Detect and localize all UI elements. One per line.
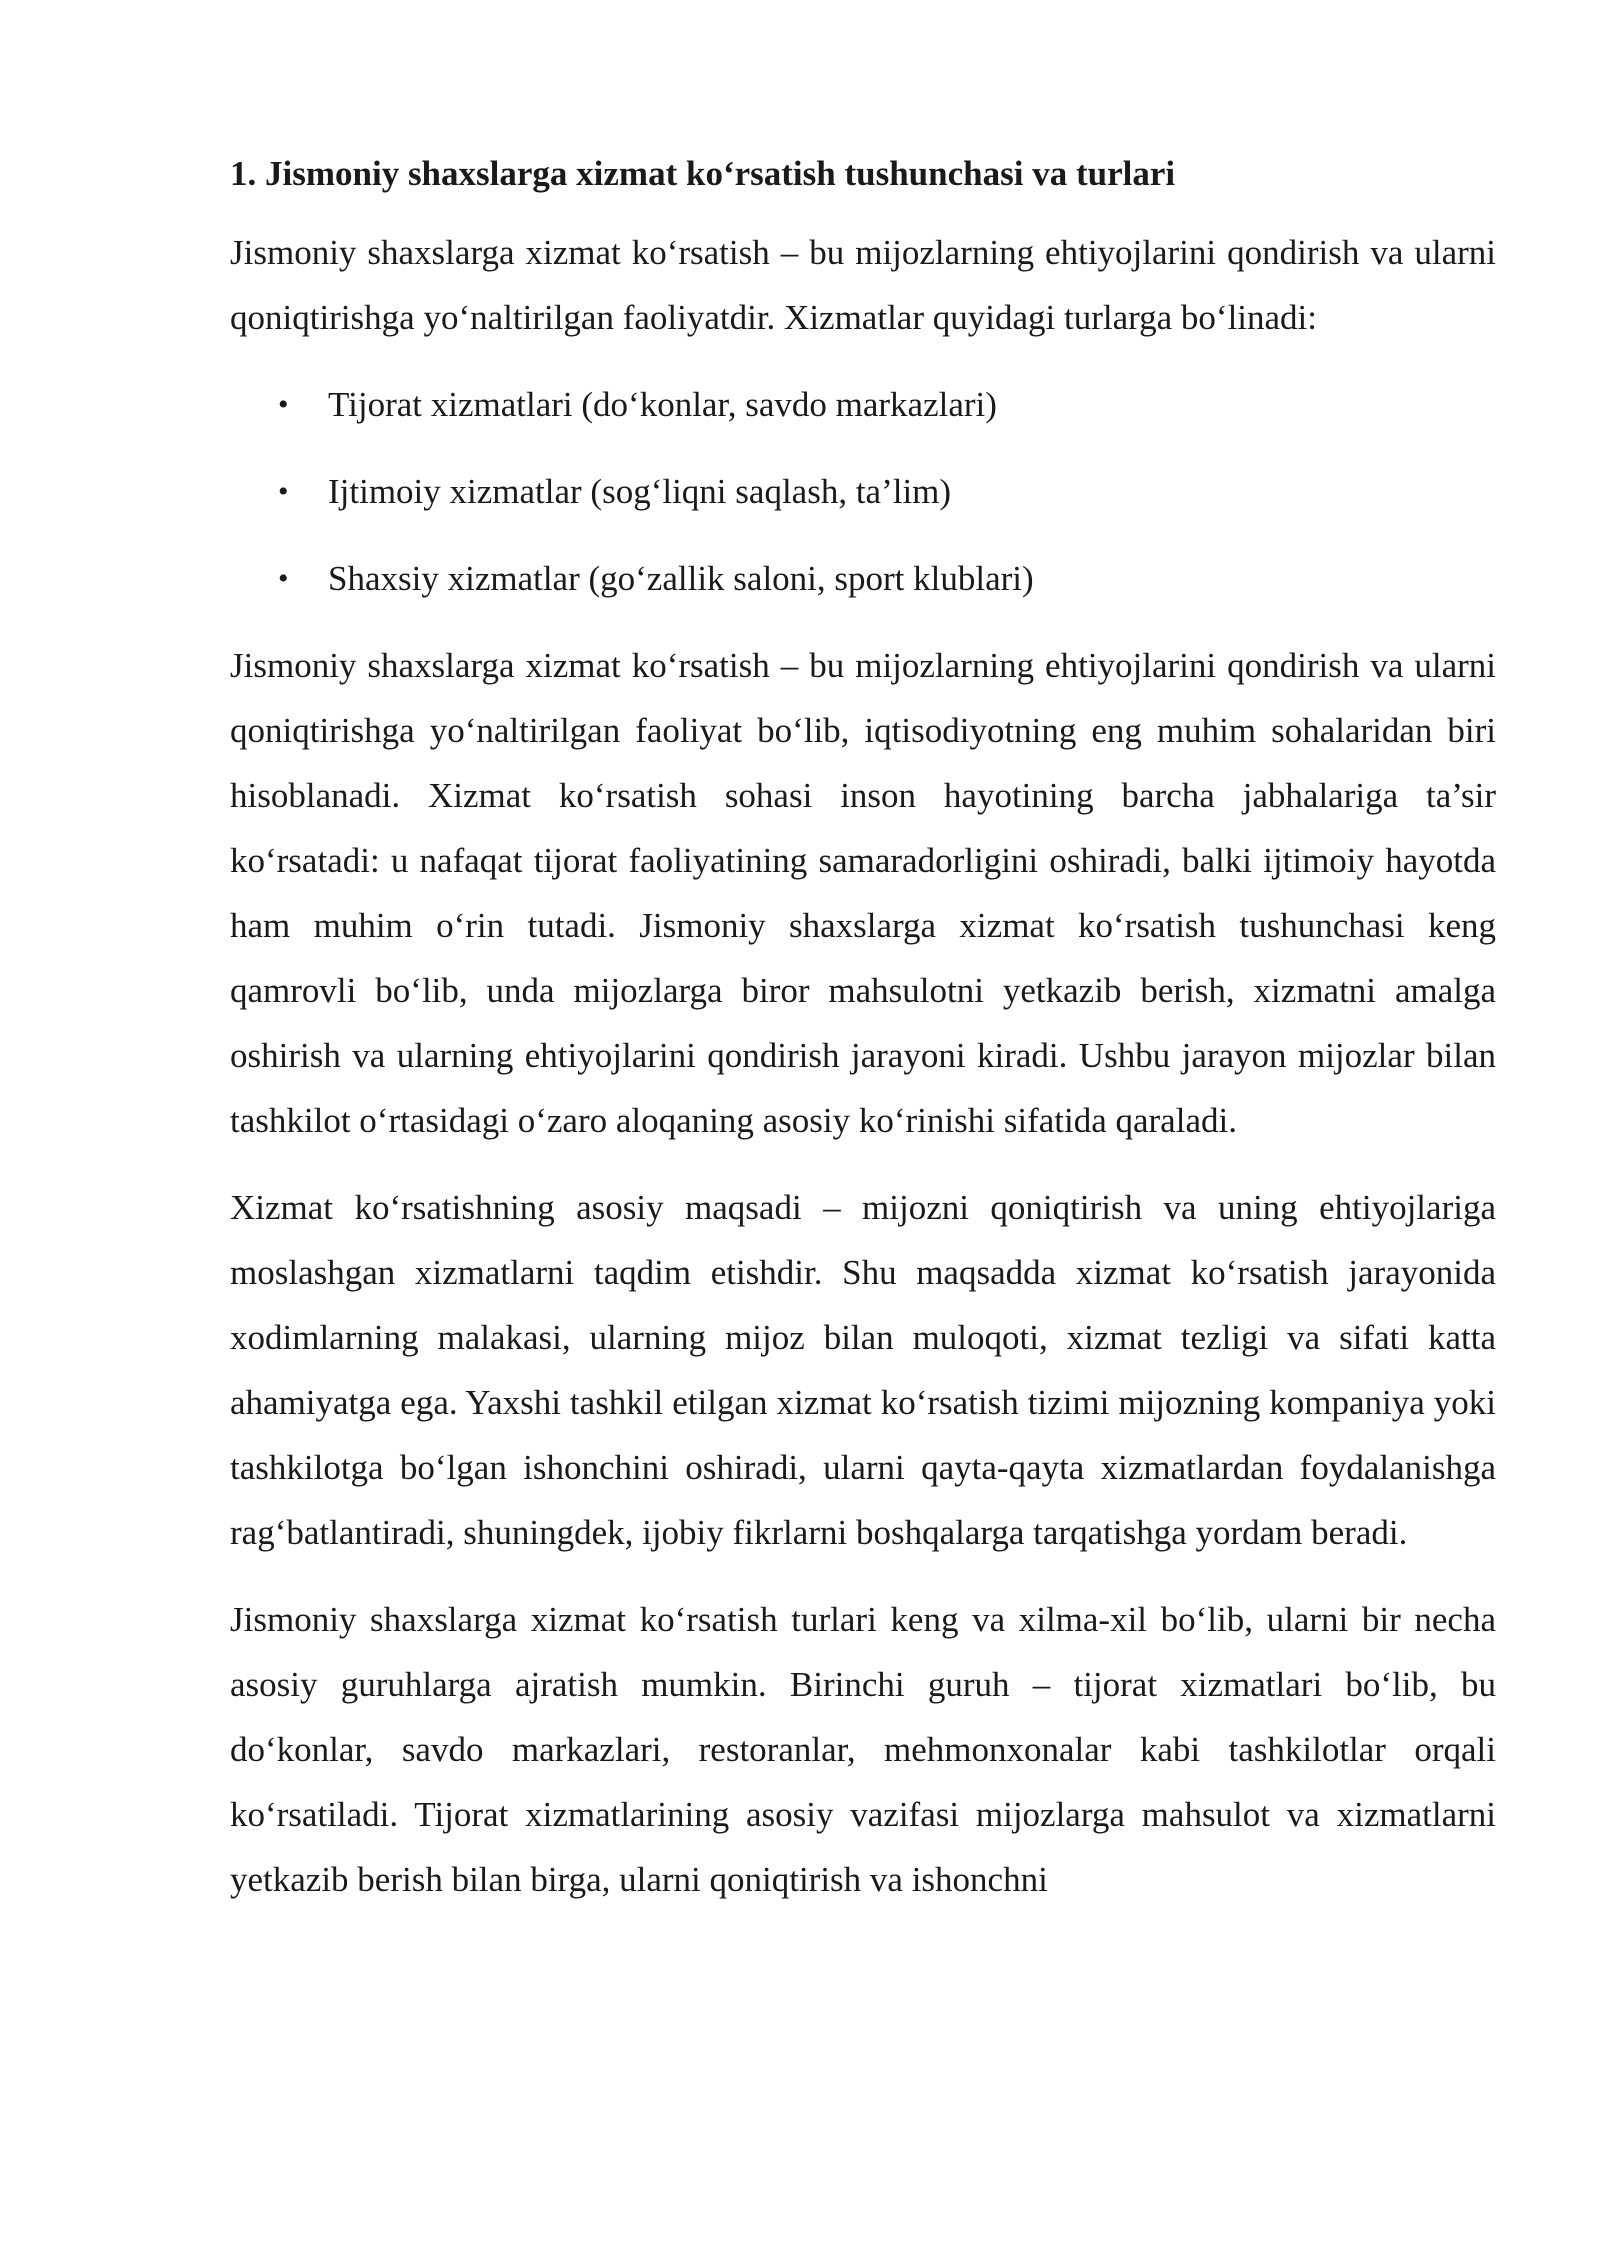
bullet-icon: • (278, 475, 289, 508)
body-paragraph: Jismoniy shaxslarga xizmat ko‘rsatish – bu mijozlarning ehtiyojlarini qondirish va ularni qoniqtirishga yo‘naltirilgan faoliyat bo‘lib, iqtisodiyotning eng muhim sohalaridan biri hisoblanadi. Xizmat ko‘rsatish sohasi inson hayotining barcha jabhalariga ta’sir ko‘rsatadi: u nafaqat tijorat faoliyatining samaradorligini oshiradi, balki ijtimoiy hayotda ham muhim o‘rin tutadi. Jismoniy shaxslarga xizmat ko‘rsatish tushunchasi keng qamrovli bo‘lib, unda mijozlarga biror mahsulotni yetkazib berish, xizmatni amalga oshirish va ularning ehtiyojlarini qondirish jarayoni kiradi. Ushbu jarayon mijozlar bilan tashkilot o‘rtasidagi o‘zaro aloqaning asosiy ko‘rinishi sifatida qaraladi. (230, 646, 1496, 1140)
list-item-text: Tijorat xizmatlari (do‘konlar, savdo markazlari) (328, 385, 997, 424)
body-paragraph: Xizmat ko‘rsatishning asosiy maqsadi – mijozni qoniqtirish va uning ehtiyojlariga moslashgan xizmatlarni taqdim etishdir. Shu maqsadda xizmat ko‘rsatish jarayonida xodimlarning malakasi, ularning mijoz bilan muloqoti, xizmat tezligi va sifati katta ahamiyatga ega. Yaxshi tashkil etilgan xizmat ko‘rsatish tizimi mijozning kompaniya yoki tashkilotga bo‘lgan ishonchini oshiradi, ularni qayta-qayta xizmatlardan foydalanishga rag‘batlantiradi, shuningdek, ijobiy fikrlarni boshqalarga tarqatishga yordam beradi. (230, 1188, 1496, 1552)
list-item (230, 546, 1496, 611)
bullet-icon: • (278, 562, 289, 595)
list-item-text: Shaxsiy xizmatlar (go‘zallik saloni, sport klublari) (328, 559, 1034, 598)
list-item-text: Ijtimoiy xizmatlar (sog‘liqni saqlash, ta’lim) (328, 472, 952, 511)
intro-paragraph: Jismoniy shaxslarga xizmat ko‘rsatish – bu mijozlarning ehtiyojlarini qondirish va ularni qoniqtirishga yo‘naltirilgan faoliyatdir. Xizmatlar quyidagi turlarga bo‘linadi: (230, 233, 1496, 337)
bullet-icon: • (278, 388, 289, 421)
section-heading: 1. Jismoniy shaxslarga xizmat ko‘rsatish tushunchasi va turlari (230, 154, 1176, 193)
list-item (230, 459, 1496, 524)
body-paragraph: Jismoniy shaxslarga xizmat ko‘rsatish turlari keng va xilma-xil bo‘lib, ularni bir necha asosiy guruhlarga ajratish mumkin. Birinchi guruh – tijorat xizmatlari bo‘lib, bu do‘konlar, savdo markazlari, restoranlar, mehmonxonalar kabi tashkilotlar orqali ko‘rsatiladi. Tijorat xizmatlarining asosiy vazifasi mijozlarga mahsulot va xizmatlarni yetkazib berish bilan birga, ularni qoniqtirish va ishonchni (230, 1600, 1496, 1899)
list-item (230, 372, 1496, 437)
service-types-list (230, 372, 1496, 611)
document-page (230, 150, 1496, 1934)
